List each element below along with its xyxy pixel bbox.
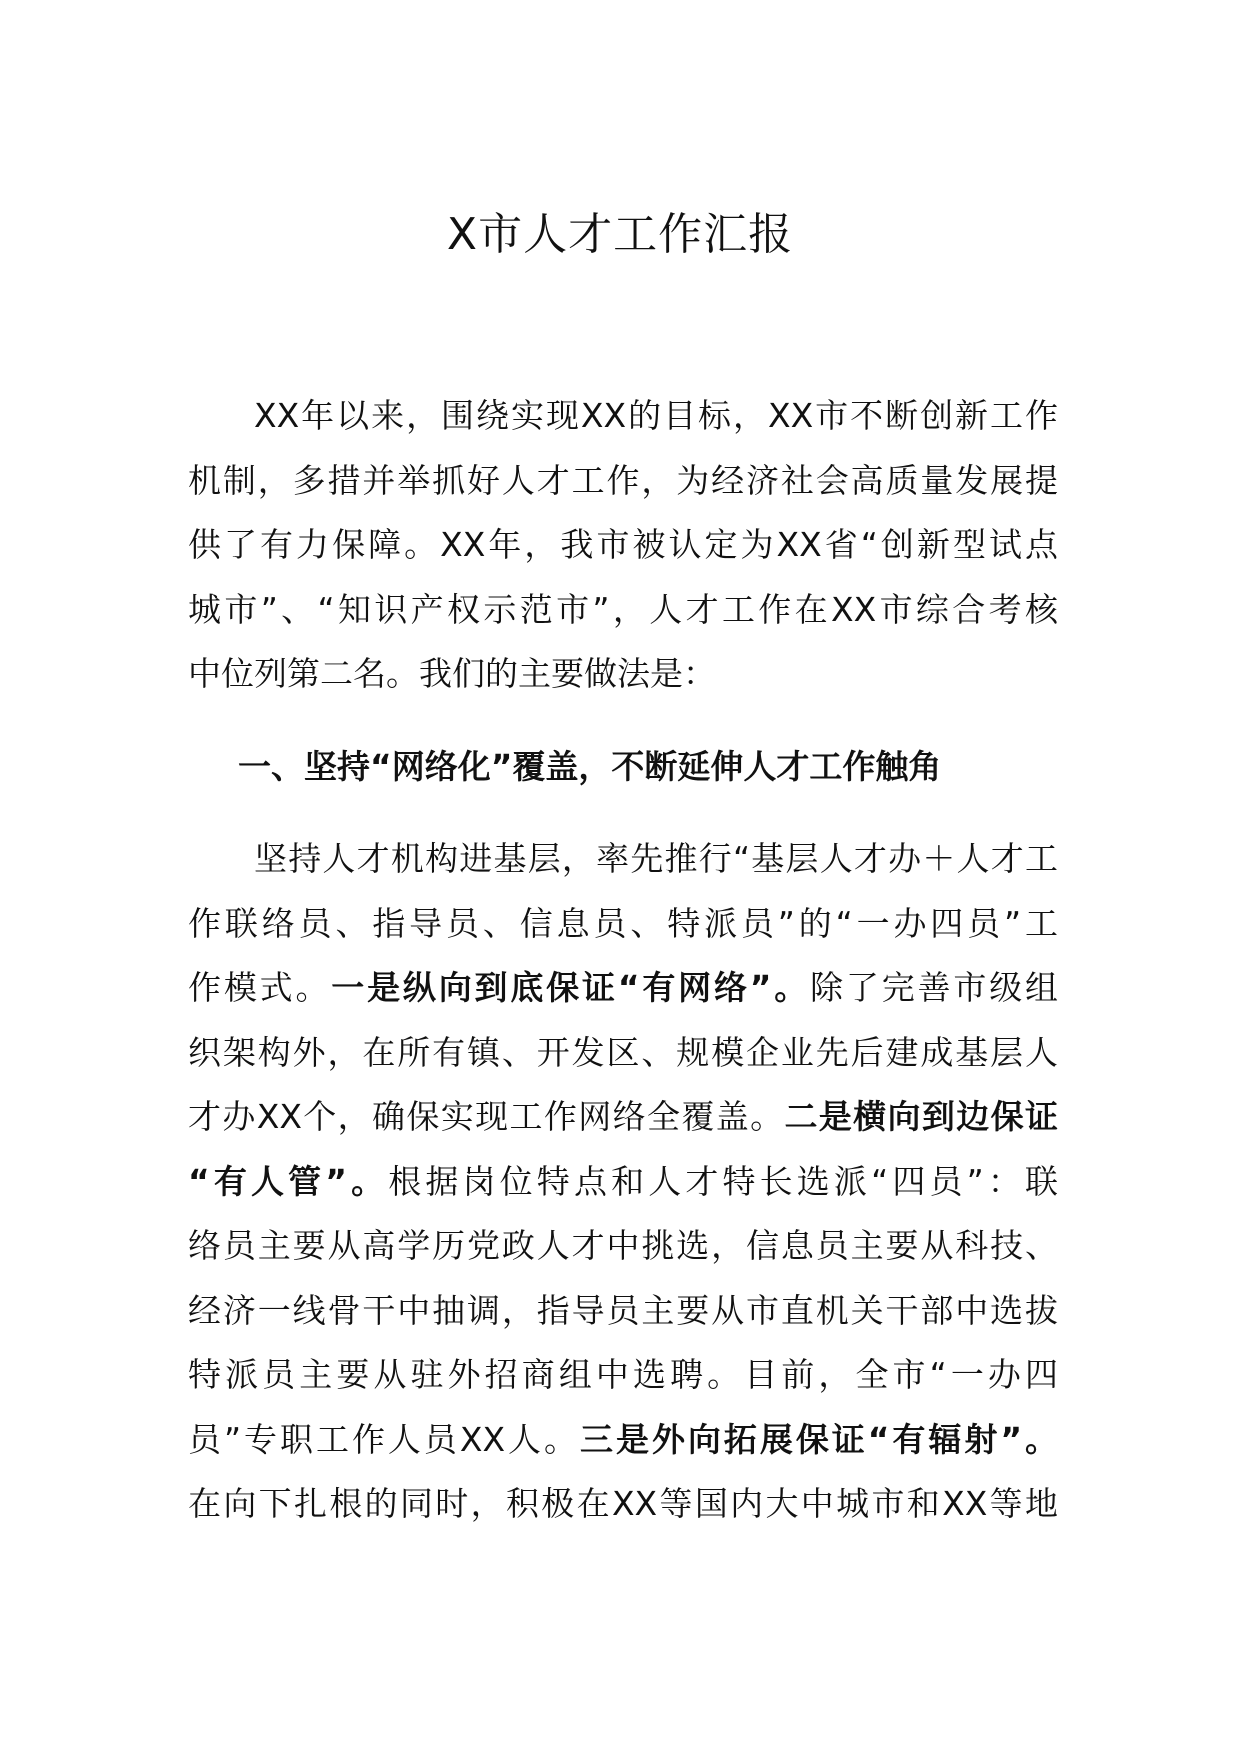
text-run: 除了完善市级组	[810, 968, 1058, 1007]
intro-line-4: 城市”、“知识产权示范市”，人才工作在XX市综合考核	[188, 589, 1058, 629]
text-run: 才办XX个，确保实现工作网络全覆盖。	[188, 1097, 785, 1136]
section1-line-9: 特派员主要从驻外招商组中选聘。目前，全市“一办四	[188, 1355, 1058, 1394]
bold-point-2: 二是横向到边保证	[784, 1097, 1058, 1136]
document-body	[188, 384, 1058, 1537]
bold-point-1: 一是纵向到底保证“有网络”。	[331, 968, 811, 1007]
section1-line-4: 织架构外，在所有镇、开发区、规模企业先后建成基层人	[188, 1032, 1058, 1072]
section1-line-5	[188, 1085, 1058, 1150]
intro-paragraph	[188, 384, 1058, 707]
section1-line-8: 经济一线骨干中抽调，指导员主要从市直机关干部中选拔	[188, 1290, 1058, 1330]
section1-line-11: 在向下扎根的同时，积极在XX等国内大中城市和XX等地	[188, 1484, 1058, 1523]
text-run: 作模式。	[188, 968, 332, 1007]
spacer	[188, 707, 1058, 735]
intro-line-2: 机制，多措并举抓好人才工作，为经济社会高质量发展提	[188, 460, 1058, 500]
section1-line-1: 坚持人才机构进基层，率先推行“基层人才办＋人才工	[254, 839, 1058, 878]
section1-line-3	[188, 956, 1058, 1021]
text-run: 员”专职工作人员XX人。	[188, 1419, 580, 1459]
section1-line-10	[188, 1408, 1058, 1473]
document-title: X市人才工作汇报	[446, 209, 794, 260]
intro-line-5: 中位列第二名。我们的主要做法是：	[188, 654, 716, 693]
section1-line-2: 作联络员、指导员、信息员、特派员”的“一办四员”工	[188, 903, 1058, 943]
section-heading-1: 一、坚持“网络化”覆盖，不断延伸人才工作触角	[238, 746, 942, 786]
section1-line-6	[188, 1150, 1058, 1215]
spacer	[188, 799, 1058, 827]
intro-line-3: 供了有力保障。XX年，我市被认定为XX省“创新型试点	[188, 525, 1058, 564]
section1-paragraph	[188, 827, 1058, 1537]
intro-line-1: XX年以来，围绕实现XX的目标，XX市不断创新工作	[254, 396, 1058, 435]
text-run: 根据岗位特点和人才特长选派“四员”：联	[388, 1161, 1058, 1201]
bold-point-2-cont: “有人管”。	[188, 1161, 389, 1201]
section1-line-7: 络员主要从高学历党政人才中挑选，信息员主要从科技、	[188, 1226, 1058, 1265]
bold-point-3: 三是外向拓展保证“有辐射”。	[580, 1419, 1058, 1459]
